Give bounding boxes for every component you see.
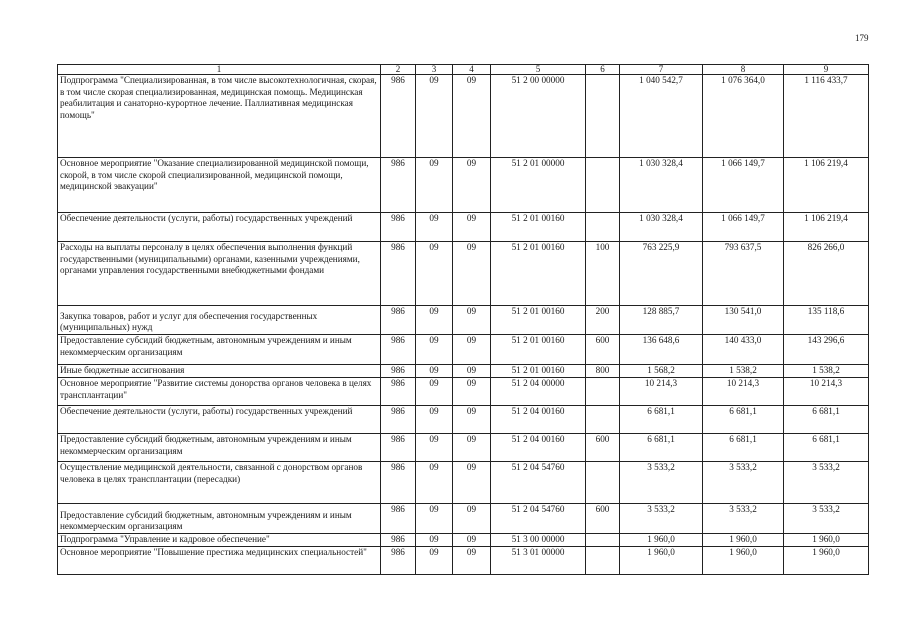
- subsection-code: 09: [453, 434, 491, 462]
- table-row: [58, 534, 869, 547]
- expense-type-code: 600: [586, 504, 620, 534]
- amount-year-2: 1 066 149,7: [703, 158, 784, 213]
- table-row: [58, 242, 869, 306]
- amount-year-2: 10 214,3: [703, 378, 784, 406]
- subsection-code: 09: [453, 504, 491, 534]
- row-name: Подпрограмма "Управление и кадровое обеспечение": [58, 534, 381, 547]
- amount-year-2: 140 433,0: [703, 335, 784, 365]
- grbs-code: 986: [381, 158, 416, 213]
- column-number: 4: [453, 65, 491, 75]
- amount-year-3: 3 533,2: [784, 504, 869, 534]
- amount-year-3: 1 116 433,7: [784, 75, 869, 158]
- row-name: Основное мероприятие "Оказание специализированной медицинской помощи, скорой, в том числе скорой специализированной, медицинской помощи, медицинской эвакуации": [58, 158, 381, 213]
- amount-year-1: 1 030 328,4: [620, 158, 703, 213]
- section-code: 09: [416, 213, 453, 242]
- amount-year-3: 135 118,6: [784, 306, 869, 335]
- table-row: [58, 335, 869, 365]
- row-name: Предоставление субсидий бюджетным, автономным учреждениям и иным некоммерческим организациям: [58, 504, 381, 534]
- table-row: [58, 75, 869, 158]
- amount-year-1: 6 681,1: [620, 406, 703, 434]
- row-name: Подпрограмма "Специализированная, в том числе высокотехнологичная, скорая, в том числе скорая специализированная, медицинская помощь. Медицинская реабилитация и санаторно-курортное лечение. Паллиативная медицинская помощь": [58, 75, 381, 158]
- table-row: [58, 378, 869, 406]
- column-number: 9: [784, 65, 869, 75]
- amount-year-3: 1 106 219,4: [784, 158, 869, 213]
- amount-year-2: 793 637,5: [703, 242, 784, 306]
- expense-type-code: [586, 406, 620, 434]
- table-row: [58, 504, 869, 534]
- subsection-code: 09: [453, 213, 491, 242]
- column-number: 8: [703, 65, 784, 75]
- amount-year-3: 1 960,0: [784, 534, 869, 547]
- amount-year-2: 3 533,2: [703, 462, 784, 504]
- row-name: Предоставление субсидий бюджетным, автономным учреждениям и иным некоммерческим организациям: [58, 335, 381, 365]
- target-item-code: 51 2 01 00160: [491, 306, 586, 335]
- row-name: Обеспечение деятельности (услуги, работы) государственных учреждений: [58, 213, 381, 242]
- row-name: Расходы на выплаты персоналу в целях обеспечения выполнения функций государственными (муниципальными) органами, казенными учреждениями, органами управления государственными внебюджетными фондами: [58, 242, 381, 306]
- amount-year-3: 3 533,2: [784, 462, 869, 504]
- amount-year-1: 1 960,0: [620, 547, 703, 575]
- grbs-code: 986: [381, 213, 416, 242]
- section-code: 09: [416, 335, 453, 365]
- table-row: [58, 462, 869, 504]
- target-item-code: 51 2 04 00000: [491, 378, 586, 406]
- grbs-code: 986: [381, 378, 416, 406]
- column-number: 5: [491, 65, 586, 75]
- subsection-code: 09: [453, 242, 491, 306]
- grbs-code: 986: [381, 534, 416, 547]
- grbs-code: 986: [381, 504, 416, 534]
- amount-year-2: 1 960,0: [703, 547, 784, 575]
- amount-year-3: 143 296,6: [784, 335, 869, 365]
- expense-type-code: 800: [586, 365, 620, 378]
- grbs-code: 986: [381, 365, 416, 378]
- amount-year-2: 1 960,0: [703, 534, 784, 547]
- table-row: [58, 365, 869, 378]
- expense-type-code: [586, 534, 620, 547]
- subsection-code: 09: [453, 378, 491, 406]
- page-number: 179: [855, 33, 869, 43]
- row-name: Предоставление субсидий бюджетным, автономным учреждениям и иным некоммерческим организациям: [58, 434, 381, 462]
- column-number: 3: [416, 65, 453, 75]
- target-item-code: 51 2 01 00160: [491, 242, 586, 306]
- amount-year-2: 1 538,2: [703, 365, 784, 378]
- table-row: [58, 434, 869, 462]
- table-row: [58, 158, 869, 213]
- amount-year-1: 136 648,6: [620, 335, 703, 365]
- section-code: 09: [416, 158, 453, 213]
- section-code: 09: [416, 242, 453, 306]
- grbs-code: 986: [381, 462, 416, 504]
- budget-table: [57, 64, 869, 575]
- subsection-code: 09: [453, 306, 491, 335]
- target-item-code: 51 2 04 54760: [491, 504, 586, 534]
- expense-type-code: [586, 75, 620, 158]
- row-name: Основное мероприятие "Повышение престижа медицинских специальностей": [58, 547, 381, 575]
- target-item-code: 51 2 01 00160: [491, 335, 586, 365]
- expense-type-code: 600: [586, 434, 620, 462]
- amount-year-1: 763 225,9: [620, 242, 703, 306]
- amount-year-1: 1 568,2: [620, 365, 703, 378]
- expense-type-code: 200: [586, 306, 620, 335]
- subsection-code: 09: [453, 335, 491, 365]
- grbs-code: 986: [381, 306, 416, 335]
- column-number-row: [58, 65, 869, 75]
- amount-year-2: 3 533,2: [703, 504, 784, 534]
- target-item-code: 51 2 01 00160: [491, 365, 586, 378]
- section-code: 09: [416, 365, 453, 378]
- section-code: 09: [416, 462, 453, 504]
- expense-type-code: 100: [586, 242, 620, 306]
- expense-type-code: [586, 547, 620, 575]
- target-item-code: 51 2 04 00160: [491, 434, 586, 462]
- section-code: 09: [416, 534, 453, 547]
- amount-year-2: 1 076 364,0: [703, 75, 784, 158]
- section-code: 09: [416, 378, 453, 406]
- row-name: Основное мероприятие "Развитие системы донорства органов человека в целях трансплантации": [58, 378, 381, 406]
- column-number: 2: [381, 65, 416, 75]
- column-number: 1: [58, 65, 381, 75]
- grbs-code: 986: [381, 242, 416, 306]
- section-code: 09: [416, 547, 453, 575]
- amount-year-3: 826 266,0: [784, 242, 869, 306]
- row-name: Осуществление медицинской деятельности, связанной с донорством органов человека в целях трансплантации (пересадки): [58, 462, 381, 504]
- subsection-code: 09: [453, 534, 491, 547]
- amount-year-3: 10 214,3: [784, 378, 869, 406]
- section-code: 09: [416, 75, 453, 158]
- amount-year-1: 10 214,3: [620, 378, 703, 406]
- section-code: 09: [416, 504, 453, 534]
- target-item-code: 51 2 00 00000: [491, 75, 586, 158]
- subsection-code: 09: [453, 547, 491, 575]
- amount-year-2: 6 681,1: [703, 406, 784, 434]
- amount-year-1: 3 533,2: [620, 504, 703, 534]
- table-row: [58, 213, 869, 242]
- amount-year-2: 6 681,1: [703, 434, 784, 462]
- amount-year-1: 3 533,2: [620, 462, 703, 504]
- amount-year-3: 6 681,1: [784, 434, 869, 462]
- amount-year-3: 6 681,1: [784, 406, 869, 434]
- table-row: [58, 547, 869, 575]
- section-code: 09: [416, 406, 453, 434]
- amount-year-3: 1 960,0: [784, 547, 869, 575]
- expense-type-code: [586, 378, 620, 406]
- amount-year-3: 1 106 219,4: [784, 213, 869, 242]
- subsection-code: 09: [453, 75, 491, 158]
- target-item-code: 51 3 00 00000: [491, 534, 586, 547]
- column-number: 6: [586, 65, 620, 75]
- row-name: Обеспечение деятельности (услуги, работы) государственных учреждений: [58, 406, 381, 434]
- grbs-code: 986: [381, 406, 416, 434]
- expense-type-code: [586, 462, 620, 504]
- section-code: 09: [416, 434, 453, 462]
- section-code: 09: [416, 306, 453, 335]
- target-item-code: 51 2 01 00000: [491, 158, 586, 213]
- amount-year-1: 6 681,1: [620, 434, 703, 462]
- grbs-code: 986: [381, 75, 416, 158]
- expense-type-code: [586, 213, 620, 242]
- amount-year-1: 1 040 542,7: [620, 75, 703, 158]
- subsection-code: 09: [453, 462, 491, 504]
- target-item-code: 51 3 01 00000: [491, 547, 586, 575]
- amount-year-1: 1 030 328,4: [620, 213, 703, 242]
- column-number: 7: [620, 65, 703, 75]
- grbs-code: 986: [381, 434, 416, 462]
- subsection-code: 09: [453, 406, 491, 434]
- row-name: Закупка товаров, работ и услуг для обеспечения государственных (муниципальных) нужд: [58, 306, 381, 335]
- amount-year-2: 130 541,0: [703, 306, 784, 335]
- target-item-code: 51 2 01 00160: [491, 213, 586, 242]
- grbs-code: 986: [381, 335, 416, 365]
- amount-year-1: 1 960,0: [620, 534, 703, 547]
- amount-year-1: 128 885,7: [620, 306, 703, 335]
- row-name: Иные бюджетные ассигнования: [58, 365, 381, 378]
- grbs-code: 986: [381, 547, 416, 575]
- subsection-code: 09: [453, 158, 491, 213]
- subsection-code: 09: [453, 365, 491, 378]
- target-item-code: 51 2 04 54760: [491, 462, 586, 504]
- expense-type-code: [586, 158, 620, 213]
- table-row: [58, 306, 869, 335]
- amount-year-3: 1 538,2: [784, 365, 869, 378]
- expense-type-code: 600: [586, 335, 620, 365]
- amount-year-2: 1 066 149,7: [703, 213, 784, 242]
- target-item-code: 51 2 04 00160: [491, 406, 586, 434]
- table-row: [58, 406, 869, 434]
